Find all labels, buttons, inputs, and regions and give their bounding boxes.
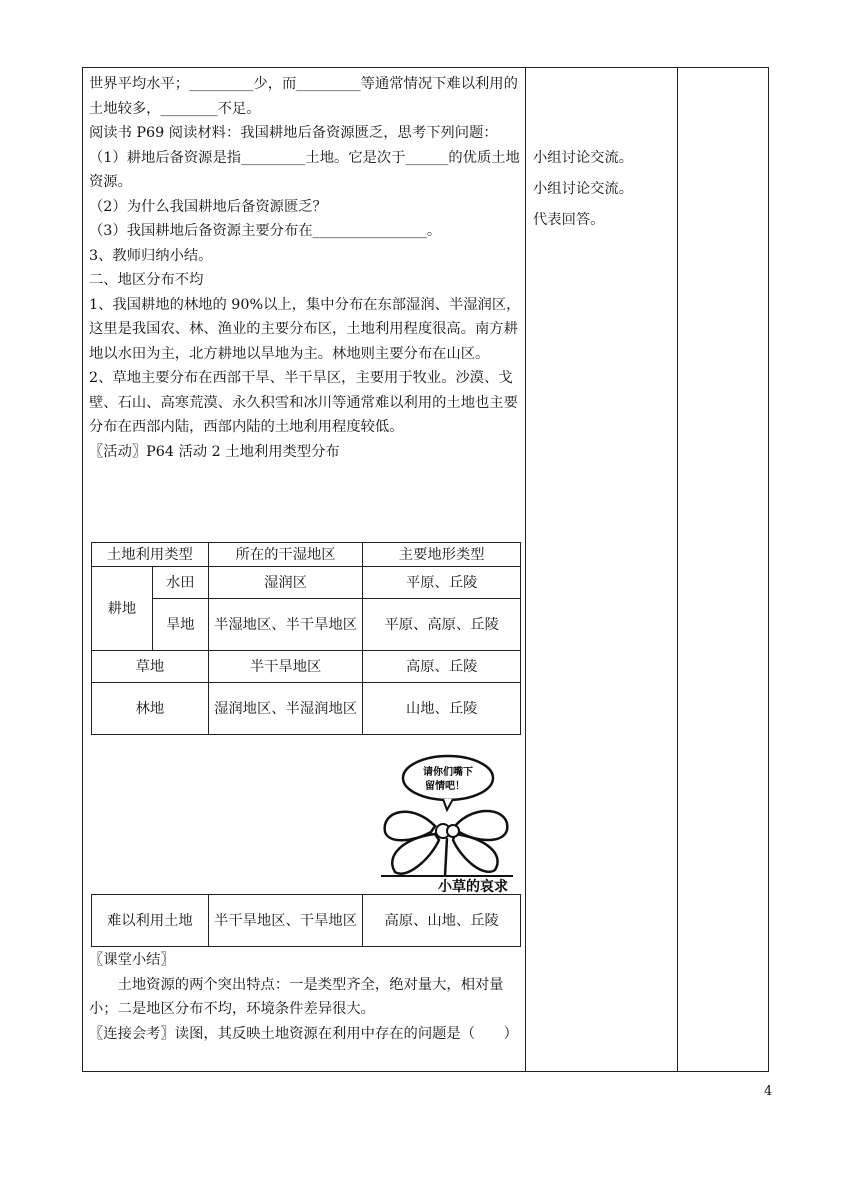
text-line: 3、教师归纳小结。 bbox=[89, 247, 213, 264]
bubble-line: 请你们嘴下 bbox=[423, 767, 473, 778]
table-cell: 草地 bbox=[92, 651, 209, 683]
table-cell: 平原、丘陵 bbox=[363, 567, 521, 599]
activity-heading: 〖活动〗P64 活动 2 土地利用类型分布 bbox=[89, 443, 340, 460]
side-note: 小组讨论交流。 bbox=[533, 150, 634, 166]
summary-title: 〖课堂小结〗 bbox=[89, 952, 175, 968]
table-cell: 半干旱地区、干旱地区 bbox=[208, 895, 363, 947]
table-cell: 高原、丘陵 bbox=[363, 651, 521, 683]
table-cell: 林地 bbox=[92, 683, 209, 735]
grass-drawing-icon bbox=[373, 748, 523, 893]
section-heading: 二、地区分布不均 bbox=[89, 272, 204, 288]
table-row bbox=[92, 895, 521, 947]
table-row bbox=[92, 683, 521, 735]
table-cell: 湿润区 bbox=[208, 567, 363, 599]
student-activity bbox=[533, 143, 683, 236]
table-cell: 平原、高原、丘陵 bbox=[363, 599, 521, 651]
table-cell: 湿润地区、半湿润地区 bbox=[208, 683, 363, 735]
bubble-line: 留情吧！ bbox=[425, 781, 465, 792]
text-line: 阅读书 P69 阅读材料：我国耕地后备资源匮乏，思考下列问题： bbox=[89, 125, 498, 141]
table-cell: 高原、山地、丘陵 bbox=[363, 895, 521, 947]
table-cell: 旱地 bbox=[152, 599, 208, 651]
column-divider-1 bbox=[525, 68, 526, 1071]
table-row bbox=[92, 651, 521, 683]
table-cell: 水田 bbox=[152, 567, 208, 599]
table-cell: 半干旱地区 bbox=[208, 651, 363, 683]
table-header-row bbox=[92, 543, 521, 567]
summary-section bbox=[89, 948, 521, 1046]
lesson-table bbox=[82, 67, 769, 1072]
table-cell: 难以利用土地 bbox=[92, 895, 209, 947]
side-note: 小组讨论交流。 bbox=[533, 181, 634, 197]
text-line: （1）耕地后备资源是指_________土地。它是次于______的优质土地资源。 bbox=[89, 149, 520, 190]
hard-land-table bbox=[91, 894, 521, 947]
summary-text: 土地资源的两个突出特点：一是类型齐全，绝对量大，相对量小；二是地区分布不均，环境条件差异很大。 bbox=[89, 976, 504, 1017]
table-header: 土地利用类型 bbox=[92, 543, 209, 567]
teaching-content bbox=[89, 72, 521, 464]
table-cell: 半湿地区、半干旱地区 bbox=[208, 599, 363, 651]
table-cell: 耕地 bbox=[92, 567, 153, 651]
table-row bbox=[92, 599, 521, 651]
table-header: 所在的干湿地区 bbox=[208, 543, 363, 567]
table-cell: 山地、丘陵 bbox=[363, 683, 521, 735]
cartoon-caption: 小草的哀求 bbox=[438, 879, 508, 893]
text-line: 2、草地主要分布在西部干旱、半干旱区，主要用于牧业。沙漠、戈壁、石山、高寒荒漠、永久积雪和冰川等通常难以利用的土地也主要分布在西部内陆，西部内陆的土地利用程度较低。 bbox=[89, 370, 518, 435]
land-use-table bbox=[91, 542, 521, 735]
page-number: 4 bbox=[764, 1084, 773, 1099]
table-header: 主要地形类型 bbox=[363, 543, 521, 567]
text-line: 1、我国耕地的林地的 90%以上，集中分布在东部湿润、半湿润区，这里是我国农、林、渔业的主要分布区，土地利用程度很高。南方耕地以水田为主，北方耕地以旱地为主。林地则主要分布在山区。 bbox=[89, 296, 521, 362]
table-row bbox=[92, 567, 521, 599]
text-line: （2）为什么我国耕地后备资源匮乏？ bbox=[89, 198, 327, 215]
text-line: 世界平均水平；_________少，而_________等通常情况下难以利用的土地较多，________不足。 bbox=[89, 76, 518, 117]
exam-question: 〖连接会考〗读图，其反映土地资源在利用中存在的问题是（ ） bbox=[89, 1025, 518, 1042]
text-line: （3）我国耕地后备资源主要分布在________________。 bbox=[89, 223, 442, 239]
side-note: 代表回答。 bbox=[533, 212, 605, 228]
grass-cartoon bbox=[373, 748, 523, 893]
